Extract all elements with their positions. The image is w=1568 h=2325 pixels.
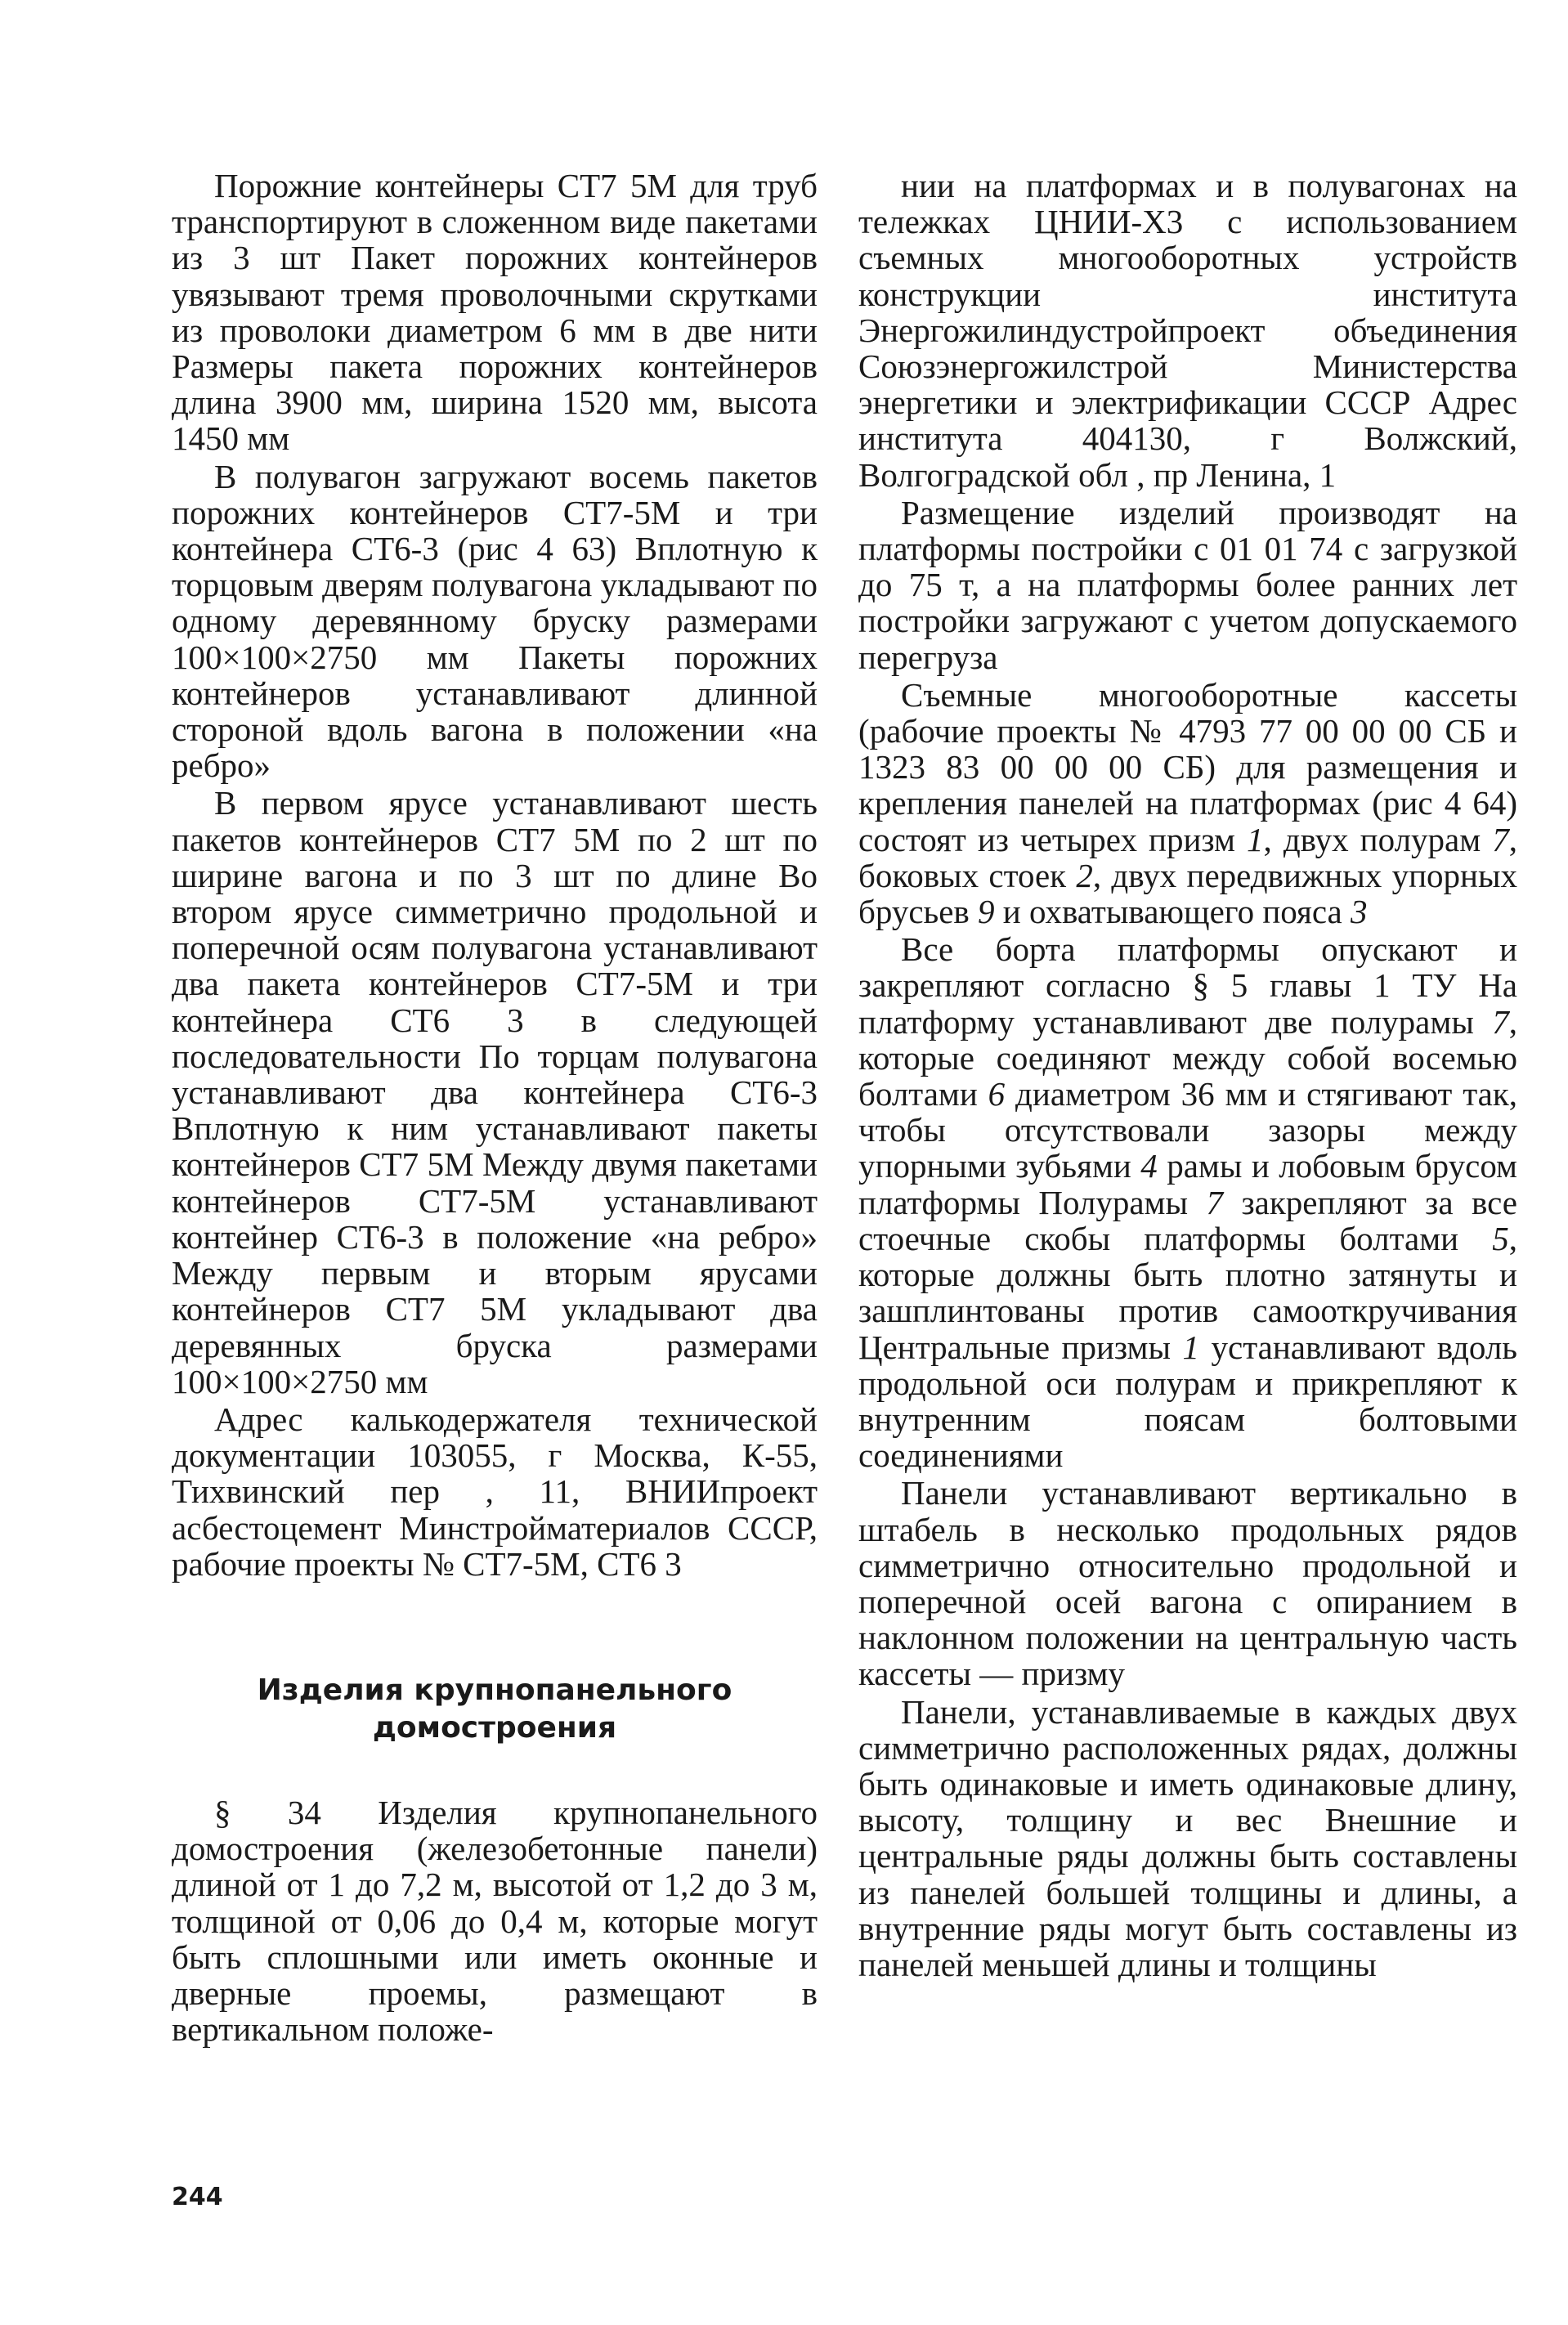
text-run: , двух полурам [1263, 820, 1493, 858]
section-heading-line-1: Изделия крупнопанельного [257, 1673, 732, 1707]
text-run: диаметром 36 мм и стягивают так, чтобы отсутствовали зазоры между упорными зубьями [858, 1075, 1517, 1185]
paragraph-tier-placement: В первом ярусе устанавливают шесть пакетов контейнеров СТ7 5М по 2 шт по ширине вагона и по 3 шт по длине Во втором ярусе симметрично продольной и поперечной осям полувагона устанавливают два пакета контейнеров СТ7-5М и три контейнера СТ6 3 в следующей последовательности По торцам полувагона устанавливают два контейнера СТ6-3 Вплотную к ним устанавливают пакеты контейнеров СТ7 5М Между двумя пакетами контейнеров СТ7-5М устанавливают контейнер СТ6-3 в положение «на ребро» Между первым и вторым ярусами контейнеров СТ7 5М укладывают два деревянных бруска размерами 100×100×2750 мм [172, 784, 818, 1400]
part-number: 2 [1076, 856, 1093, 894]
part-number: 4 [1140, 1147, 1158, 1185]
paragraph-cassettes [858, 677, 1517, 930]
paragraph-platform-sides [858, 931, 1517, 1473]
right-column [858, 168, 1517, 1984]
section-heading [172, 1672, 818, 1747]
paragraph-section-34: § 34 Изделия крупнопанельного домостроения (железобетонные панели) длиной от 1 до 7,2 м, высотой от 1,2 до 3 м, толщиной от 0,06 до 0,4 м, которые могут быть сплошными или иметь оконные и дверные проемы, размещают в вертикальном положе- [172, 1793, 818, 2049]
paragraph-placement-platforms: Размещение изделий производят на платформы постройки с 01 01 74 с загрузкой до 75 т, а на платформы более ранних лет постройки загружают с учетом допускаемого перегруза [858, 493, 1517, 676]
text-run: закрепляют за все стоечные скобы платформы болтами [858, 1183, 1517, 1257]
text-run: , которые должны быть плотно затянуты и зашплинтованы против самооткручивания Центральные призмы [858, 1219, 1517, 1366]
left-column [172, 168, 818, 2049]
text-run: Съемные многооборотные кассеты (рабочие проекты № 4793 77 00 00 00 СБ и 1323 83 00 00 00 СБ) для размещения и крепления панелей на платформах (рис 4 64) состоят из четырех призм [858, 675, 1517, 858]
text-run: , боковых стоек [858, 820, 1517, 894]
text-run: рамы и лобовым брусом платформы Полурамы [858, 1147, 1517, 1221]
text-run: Все борта платформы опускают и закрепляют согласно § 5 главы 1 ТУ На платформу устанавливают две полурамы [858, 930, 1517, 1041]
section-heading-line-2: домостроения [372, 1710, 617, 1745]
part-number: 6 [988, 1075, 1006, 1113]
text-run: , двух передвижных упорных брусьев [858, 856, 1517, 931]
part-number: 7 [1206, 1183, 1223, 1221]
paragraph-panel-rows: Панели, устанавливаемые в каждых двух симметрично расположенных рядах, должны быть одинаковые и иметь одинаковые длину, высоту, толщину и вес Внешние и центральные ряды должны быть составлены из панелей большей толщины и длины, а внутренние ряды могут быть составлены из панелей меньшей длины и толщины [858, 1692, 1517, 1983]
text-run: , которые соединяют между собой восемью болтами [858, 1002, 1517, 1113]
part-number: 7 [1492, 1002, 1509, 1041]
part-number: 1 [1182, 1328, 1200, 1366]
part-number: 9 [978, 893, 995, 931]
paragraph-gondola-loading: В полувагон загружают восемь пакетов порожних контейнеров СТ7-5М и три контейнера СТ6-3 (рис 4 63) Вплотную к торцовым дверям полувагона укладывают по одному деревянному бруску размерами 100×100×2750 мм Пакеты порожних контейнеров устанавливают длинной стороной вдоль вагона в положении «на ребро» [172, 457, 818, 785]
page-number: 244 [172, 2183, 223, 2211]
part-number: 1 [1247, 820, 1264, 858]
text-run: и охватывающего пояса [994, 893, 1351, 931]
paragraph-empty-containers: Порожние контейнеры СТ7 5М для труб транспортируют в сложенном виде пакетами из 3 шт Пакет порожних контейнеров увязывают тремя проволочными скрутками из проволоки диаметром 6 мм в две нити Размеры пакета порожних контейнеров длина 3900 мм, ширина 1520 мм, высота 1450 мм [172, 167, 818, 458]
paragraph-panel-installation: Панели устанавливают вертикально в штабель в несколько продольных рядов симметрично относительно продольной и поперечной осей вагона с опиранием в наклонном положении на центральную часть кассеты — призму [858, 1474, 1517, 1693]
part-number: 3 [1351, 893, 1368, 931]
text-run: устанавливают вдоль продольной оси полурам и прикрепляют к внутренним поясам болтовыми соединениями [858, 1328, 1518, 1475]
part-number: 5 [1492, 1219, 1509, 1257]
part-number: 7 [1492, 820, 1509, 858]
paragraph-continuation: нии на платформах и в полувагонах на тележках ЦНИИ-Х3 с использованием съемных многооборотных устройств конструкции института Энергожилиндустройпроект объединения Союзэнергожилстрой Министерства энергетики и электрификации СССР Адрес института 404130, г Волжский, Волгоградской обл , пр Ленина, 1 [858, 167, 1517, 494]
paragraph-documentation-address: Адрес калькодержателя технической документации 103055, г Москва, К-55, Тихвинский пер , 11, ВНИИпроект асбестоцемент Минстройматериалов СССР, рабочие проекты № СТ7-5М, СТ6 3 [172, 1400, 818, 1583]
